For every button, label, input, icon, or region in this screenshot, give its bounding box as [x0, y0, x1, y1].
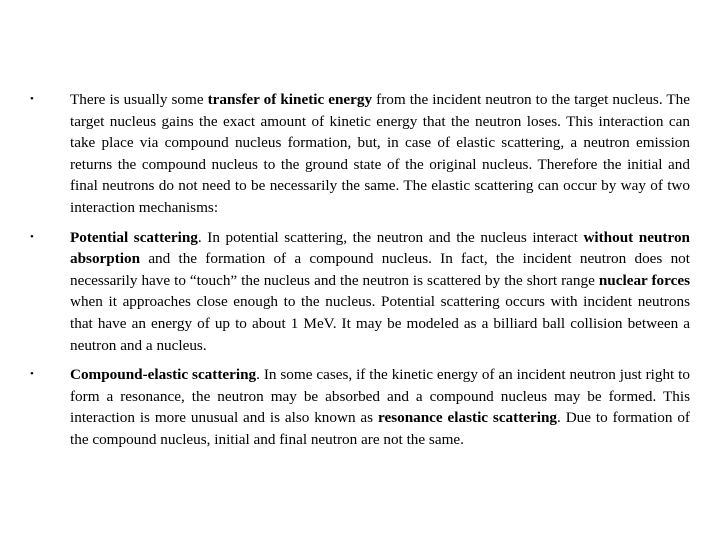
text-segment: . In some cases, if the kinetic energy of an incident neutron just right to form a resonance, the neutron may be absorbed and a compound nucleus may be formed. This interaction is more unusual and is also known as [70, 366, 690, 427]
bullet-dot-icon: • [30, 93, 34, 105]
bullet-dot-icon: • [30, 368, 34, 381]
text-segment: . In potential scattering, the neutron and the nucleus interact [197, 228, 584, 246]
text-segment-emphasis: nuclear forces [598, 271, 691, 289]
text-segment-emphasis: Potential scattering [70, 228, 198, 246]
text-segment: and the formation of a compound nucleus. In fact, the incident neutron does not necessarily have to “touch” the nucleus and the neutron is scattered by the short range [70, 250, 690, 289]
text-segment: from the incident neutron to the target nucleus. The target nucleus gains the exact amount of kinetic energy that the neutron loses. This interaction can take place via compound nucleus formation, but, in case of elastic scattering, a neutron emission returns the compound nucleus to the ground state of the original nucleus. Therefore the initial and final neutrons do not need to be necessarily the same. The elastic scattering can occur by way of two interaction mechanisms: [70, 91, 690, 216]
bullet-item-compound-elastic-scattering [30, 364, 690, 450]
bullet-item-potential-scattering [30, 227, 690, 357]
bullet-dot-icon: • [30, 230, 34, 243]
text-segment-emphasis: resonance elastic scattering [377, 409, 558, 427]
text-segment: There is usually some [70, 91, 208, 108]
text-segment-emphasis: transfer of kinetic energy [207, 91, 373, 108]
bullet-item-kinetic-energy-transfer [30, 89, 690, 219]
text-segment-emphasis: without neutron absorption [70, 228, 691, 268]
text-segment-emphasis: Compound-elastic scattering [70, 366, 257, 384]
text-segment: . Due to formation of the compound nucleus, initial and final neutron are not the same. [70, 409, 690, 448]
bullet-list [30, 89, 690, 451]
text-segment: when it approaches close enough to the nucleus. Potential scattering occurs with incident neutrons that have an energy of up to about 1 MeV. It may be modeled as a billiard ball collision between a neutron and a nucleus. [70, 293, 690, 354]
